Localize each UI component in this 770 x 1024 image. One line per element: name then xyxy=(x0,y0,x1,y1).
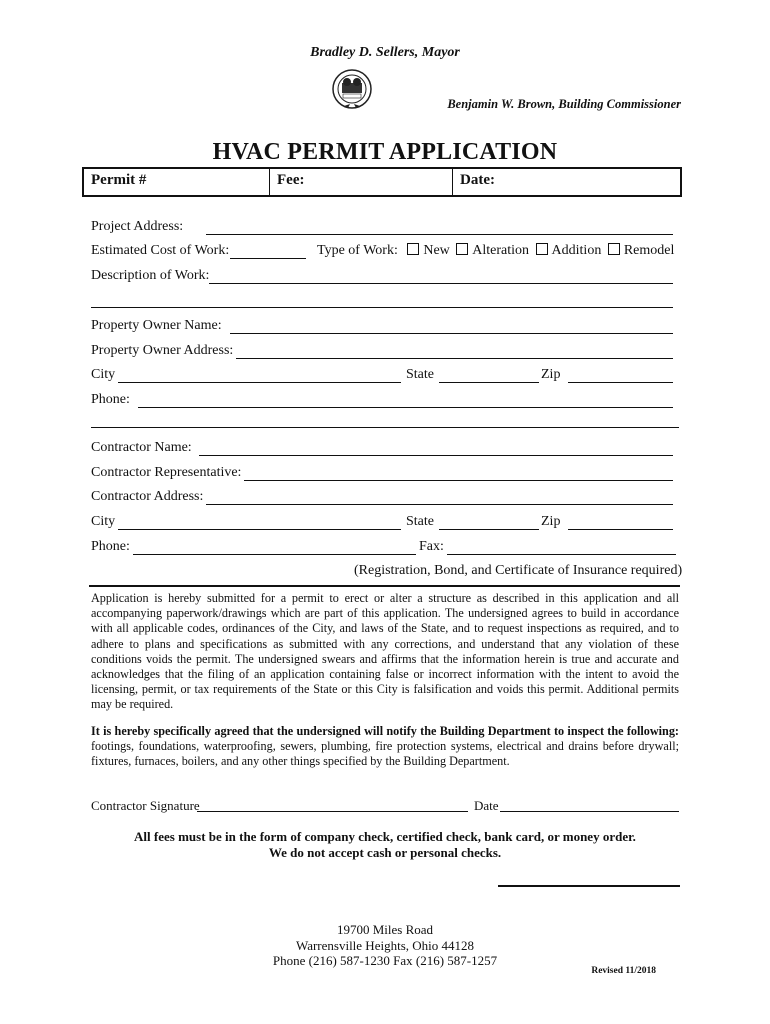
approval-line[interactable] xyxy=(498,885,680,887)
contractor-city-field[interactable] xyxy=(118,515,401,530)
contractor-rep-label: Contractor Representative: xyxy=(91,465,242,480)
owner-city-label: City xyxy=(91,367,116,382)
project-address-field[interactable] xyxy=(206,220,673,235)
fees-notice-1: All fees must be in the form of company check, certified check, bank card, or money order. xyxy=(134,829,636,844)
estimated-cost-field[interactable] xyxy=(230,244,306,259)
owner-state-field[interactable] xyxy=(439,368,539,383)
owner-phone-label: Phone: xyxy=(91,392,130,407)
alteration-label: Alteration xyxy=(472,243,530,258)
owner-phone-field[interactable] xyxy=(138,393,673,408)
alteration-checkbox[interactable] xyxy=(456,243,468,255)
inspection-bold-text: It is hereby specifically agreed that the undersigned will notify the Building Department to inspect the following: xyxy=(91,724,679,738)
contractor-name-label: Contractor Name: xyxy=(91,440,192,455)
contractor-name-field[interactable] xyxy=(199,441,673,456)
inspection-items-text: footings, foundations, waterproofing, sewers, plumbing, fire protection systems, electrical and drains before drywall; fixtures, furnaces, boilers, and any other things specified by the Building Department. xyxy=(91,739,679,769)
contractor-address-field[interactable] xyxy=(206,490,673,505)
owner-name-field[interactable] xyxy=(230,319,673,334)
signature-field[interactable] xyxy=(197,797,468,812)
owner-zip-label: Zip xyxy=(541,367,561,382)
permit-number-field[interactable]: Permit # xyxy=(84,169,270,195)
owner-name-label: Property Owner Name: xyxy=(91,318,222,333)
signature-date-label: Date xyxy=(474,798,499,813)
date-field[interactable]: Date: xyxy=(460,172,495,188)
contractor-rep-field[interactable] xyxy=(244,466,673,481)
contractor-zip-label: Zip xyxy=(541,514,561,529)
insurance-note: (Registration, Bond, and Certificate of Insurance required) xyxy=(354,563,683,578)
contractor-address-label: Contractor Address: xyxy=(91,489,204,504)
legal-divider xyxy=(89,585,680,587)
remodel-label: Remodel xyxy=(623,243,675,258)
description-field-line2[interactable] xyxy=(91,293,673,308)
new-checkbox[interactable] xyxy=(407,243,419,255)
fees-notice-2: We do not accept cash or personal checks. xyxy=(268,845,502,860)
contractor-fax-label: Fax: xyxy=(419,539,444,554)
page-title: HVAC PERMIT APPLICATION xyxy=(212,139,558,165)
project-address-label: Project Address: xyxy=(91,219,184,234)
remodel-checkbox[interactable] xyxy=(608,243,620,255)
fee-field[interactable]: Fee: xyxy=(270,169,453,195)
address-street: 19700 Miles Road xyxy=(336,922,434,937)
signature-label: Contractor Signature xyxy=(91,798,200,813)
revision-date: Revised 11/2018 xyxy=(591,966,656,976)
inspection-statement xyxy=(91,724,679,770)
address-phone-fax: Phone (216) 587-1230 Fax (216) 587-1257 xyxy=(272,953,498,968)
mayor-name: Bradley D. Sellers, Mayor xyxy=(310,45,460,60)
owner-address-field[interactable] xyxy=(236,344,673,359)
estimated-cost-label: Estimated Cost of Work: xyxy=(91,243,230,258)
addition-checkbox[interactable] xyxy=(536,243,548,255)
address-city: Warrensville Heights, Ohio 44128 xyxy=(295,938,475,953)
description-field[interactable] xyxy=(209,269,673,284)
contractor-state-label: State xyxy=(406,514,434,529)
contractor-fax-field[interactable] xyxy=(447,540,676,555)
type-of-work-group xyxy=(317,243,674,263)
application-statement: Application is hereby submitted for a permit to erect or alter a structure as described in this application and all accompanying paperwork/drawings which are part of this application. The undersigned agrees to build in accordance with all applicable codes, ordinances of the City, and laws of the State, and to request inspections as required, and to adhere to plans and specifications as submitted with any corrections, and understand that any violation of these conditions voids the permit. The undersigned swears and affirms that the information herein is true and accurate and acknowledges that the filing of an application containing false or incorrect information with the intent to avoid the licensing, permit, or tax requirements of the State or this City is falsification and voids this permit. Additional permits may be required. xyxy=(91,591,679,712)
description-label: Description of Work: xyxy=(91,268,210,283)
owner-zip-field[interactable] xyxy=(568,368,673,383)
contractor-city-label: City xyxy=(91,514,116,529)
addition-label: Addition xyxy=(551,243,602,258)
signature-date-field[interactable] xyxy=(500,797,679,812)
owner-address-label: Property Owner Address: xyxy=(91,343,234,358)
contractor-state-field[interactable] xyxy=(439,515,539,530)
owner-state-label: State xyxy=(406,367,434,382)
contractor-phone-label: Phone: xyxy=(91,539,130,554)
type-of-work-label: Type of Work: xyxy=(317,243,398,258)
permit-info-box xyxy=(82,167,682,197)
contractor-phone-field[interactable] xyxy=(133,540,416,555)
section-divider xyxy=(91,427,679,428)
commissioner-name: Benjamin W. Brown, Building Commissioner xyxy=(447,97,681,111)
new-label: New xyxy=(423,243,450,258)
city-seal-icon xyxy=(326,68,378,112)
owner-city-field[interactable] xyxy=(118,368,401,383)
contractor-zip-field[interactable] xyxy=(568,515,673,530)
